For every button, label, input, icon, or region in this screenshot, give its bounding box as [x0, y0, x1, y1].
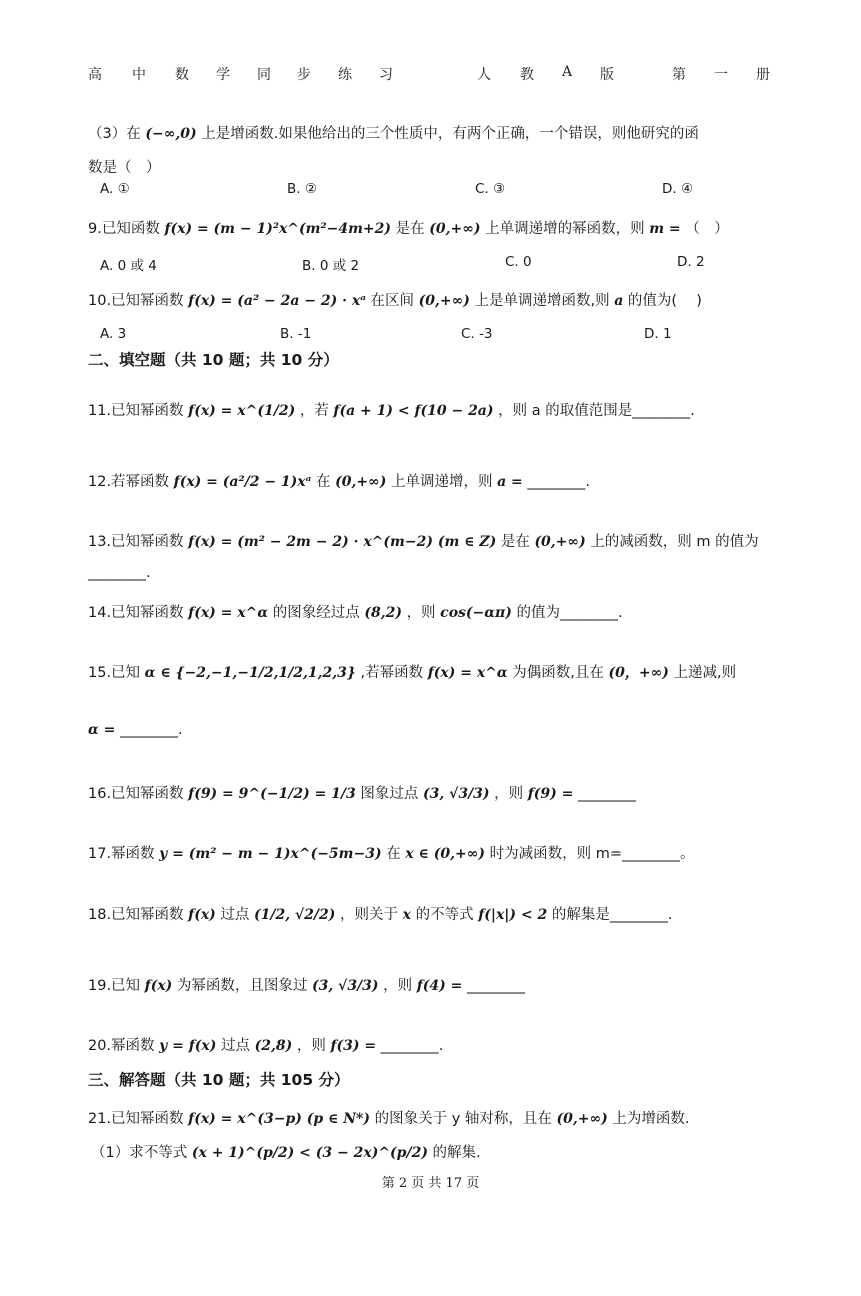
text: ________	[467, 978, 526, 994]
header-char: A	[562, 64, 573, 80]
header-char: 版	[600, 67, 614, 83]
math: f(x) = x^α	[188, 605, 269, 621]
text: 为幂函数，且图象过	[176, 978, 308, 994]
text: 19.已知	[88, 978, 141, 994]
q18	[88, 903, 672, 924]
text: 18.已知幂函数	[88, 907, 184, 923]
option-d: D. 1	[644, 326, 672, 342]
q9-stem	[88, 217, 729, 238]
text: ________	[578, 786, 637, 802]
math: (0，+∞)	[608, 665, 669, 681]
q15	[88, 661, 736, 682]
math: x ∈ (0,+∞)	[405, 846, 486, 862]
q11	[88, 399, 695, 420]
q20	[88, 1034, 443, 1055]
q13-blank: ________.	[88, 565, 151, 581]
math: f(a + 1) < f(10 − 2a)	[333, 403, 494, 419]
math: a =	[497, 474, 523, 490]
text: 上单调递增，则	[390, 474, 493, 490]
option-d: D. 2	[677, 254, 705, 270]
text: 是在	[500, 534, 530, 550]
math: (0,+∞)	[556, 1111, 608, 1127]
q13	[88, 530, 759, 551]
text: 的值为( )	[627, 293, 702, 309]
math: f(x) = (a²/2 − 1)xᵃ	[173, 474, 312, 490]
math: f(9) =	[527, 786, 574, 802]
math: m =	[649, 221, 681, 237]
text: 上是单调递增函数,则	[474, 293, 610, 309]
section-fill-in-heading: 二、填空题（共 10 题；共 10 分）	[88, 351, 339, 369]
math: f(x) = (m − 1)²x^(m²−4m+2)	[164, 221, 391, 237]
math: f(x) = x^(3−p) (p ∈ N*)	[188, 1111, 370, 1127]
text: 的图象关于 y 轴对称，且在	[374, 1111, 552, 1127]
text: ，则	[296, 1038, 326, 1054]
text: 是在	[395, 221, 425, 237]
text: 在区间	[370, 293, 415, 309]
math: (x + 1)^(p/2) < (3 − 2x)^(p/2)	[191, 1145, 428, 1161]
math: x	[402, 907, 411, 923]
math: (2,8)	[254, 1038, 293, 1054]
page-footer: 第 2 页 共 17 页	[381, 1176, 480, 1191]
option-c: C. ③	[475, 181, 506, 197]
text: ，则	[494, 786, 524, 802]
text: 的值为________.	[516, 605, 623, 621]
section-answer-heading: 三、解答题（共 10 题；共 105 分）	[88, 1071, 350, 1089]
text: 12.若幂函数	[88, 474, 170, 490]
text: 过点	[220, 907, 250, 923]
q17	[88, 842, 695, 863]
header-char: 学	[216, 67, 230, 83]
option-c: C. -3	[461, 326, 493, 342]
math: f(x)	[188, 907, 216, 923]
option-b: B. -1	[280, 326, 312, 342]
text: 13.已知幂函数	[88, 534, 184, 550]
header-char: 习	[379, 67, 393, 83]
q21-part-1	[91, 1141, 481, 1162]
text: 21.已知幂函数	[88, 1111, 184, 1127]
math: f(x) = (m² − 2m − 2) · x^(m−2) (m ∈ Z)	[188, 534, 497, 550]
text: （1）求不等式	[91, 1145, 188, 1161]
text: 的不等式	[415, 907, 474, 923]
q10-stem	[88, 289, 702, 310]
text: ________.	[527, 474, 590, 490]
text: ，则关于	[340, 907, 399, 923]
q8-condition-3	[88, 122, 699, 143]
math: y = f(x)	[159, 1038, 217, 1054]
option-d: D. ④	[662, 181, 694, 197]
math: (0,+∞)	[534, 534, 586, 550]
text: 14.已知幂函数	[88, 605, 184, 621]
math: α =	[88, 722, 116, 738]
text: 图象过点	[360, 786, 419, 802]
math: α ∈ {−2,−1,−1/2,1/2,1,2,3}	[144, 665, 356, 681]
text: ________.	[120, 722, 183, 738]
q12	[88, 470, 590, 491]
q15-blank	[88, 722, 183, 738]
text: 17.幂函数	[88, 846, 155, 862]
option-a: A. 3	[100, 326, 127, 342]
math: (−∞,0)	[145, 126, 197, 142]
text: 10.已知幂函数	[88, 293, 184, 309]
math: (0,+∞)	[418, 293, 470, 309]
text: ,若幂函数	[360, 665, 424, 681]
option-b: B. 0 或 2	[302, 258, 360, 274]
math: f(|x|) < 2	[478, 907, 548, 923]
q14	[88, 601, 623, 622]
text: ，则	[383, 978, 413, 994]
q8-question-end: 数是（ ）	[88, 160, 161, 176]
header-char: 步	[297, 67, 311, 83]
header-char: 教	[520, 67, 534, 83]
math: (3, √3/3)	[312, 978, 379, 994]
text: 过点	[221, 1038, 251, 1054]
text: 在	[386, 846, 401, 862]
math: f(x) = x^α	[427, 665, 508, 681]
text: 的解集.	[432, 1145, 481, 1161]
math: f(x) = (a² − 2a − 2) · xᵃ	[188, 293, 366, 309]
math: f(4) =	[416, 978, 463, 994]
text: 的图象经过点	[272, 605, 360, 621]
header-char: 第	[672, 67, 686, 83]
text: ，若	[299, 403, 329, 419]
option-b: B. ②	[287, 181, 317, 197]
text: 9.已知函数	[88, 221, 160, 237]
text: 上为增函数.	[612, 1111, 690, 1127]
header-char: 同	[257, 67, 271, 83]
math: cos(−απ)	[440, 605, 512, 621]
text: （3）在	[88, 126, 141, 142]
text: 16.已知幂函数	[88, 786, 184, 802]
text: ________.	[380, 1038, 444, 1054]
math: f(9) = 9^(−1/2) = 1/3	[188, 786, 356, 802]
text: 上是增函数.如果他给出的三个性质中，有两个正确，一个错误，则他研究的函	[201, 126, 699, 142]
text: （ ）	[685, 221, 729, 237]
text: 上的减函数，则 m 的值为	[590, 534, 759, 550]
text: 11.已知幂函数	[88, 403, 184, 419]
text: 为偶函数,且在	[512, 665, 604, 681]
text: 的解集是________.	[551, 907, 673, 923]
q21	[88, 1107, 690, 1128]
header-char: 练	[338, 67, 352, 83]
header-char: 一	[714, 67, 728, 83]
text: 在	[315, 474, 331, 490]
math: (8,2)	[364, 605, 402, 621]
text: 时为减函数，则 m=________。	[489, 846, 695, 862]
page-header	[88, 64, 778, 86]
math: (1/2, √2/2)	[254, 907, 336, 923]
text: 上单调递增的幂函数，则	[485, 221, 645, 237]
header-char: 数	[175, 67, 189, 83]
option-a: A. ①	[100, 181, 130, 197]
math: (3, √3/3)	[423, 786, 490, 802]
q16	[88, 782, 636, 803]
math: f(3) =	[330, 1038, 377, 1054]
math: a	[614, 293, 624, 309]
text: ，则	[406, 605, 436, 621]
header-char: 人	[477, 67, 491, 83]
header-char: 中	[132, 67, 146, 83]
option-c: C. 0	[505, 254, 532, 270]
text: 20.幂函数	[88, 1038, 155, 1054]
math: (0,+∞)	[335, 474, 387, 490]
text: 15.已知	[88, 665, 141, 681]
math: f(x)	[144, 978, 173, 994]
header-char: 高	[88, 67, 102, 83]
math: f(x) = x^(1/2)	[188, 403, 296, 419]
q19	[88, 974, 525, 995]
math: (0,+∞)	[429, 221, 481, 237]
text: ，则 a 的取值范围是________.	[498, 403, 695, 419]
option-a: A. 0 或 4	[100, 258, 157, 274]
text: 上递减,则	[673, 665, 737, 681]
header-char: 册	[756, 67, 770, 83]
math: y = (m² − m − 1)x^(−5m−3)	[159, 846, 382, 862]
